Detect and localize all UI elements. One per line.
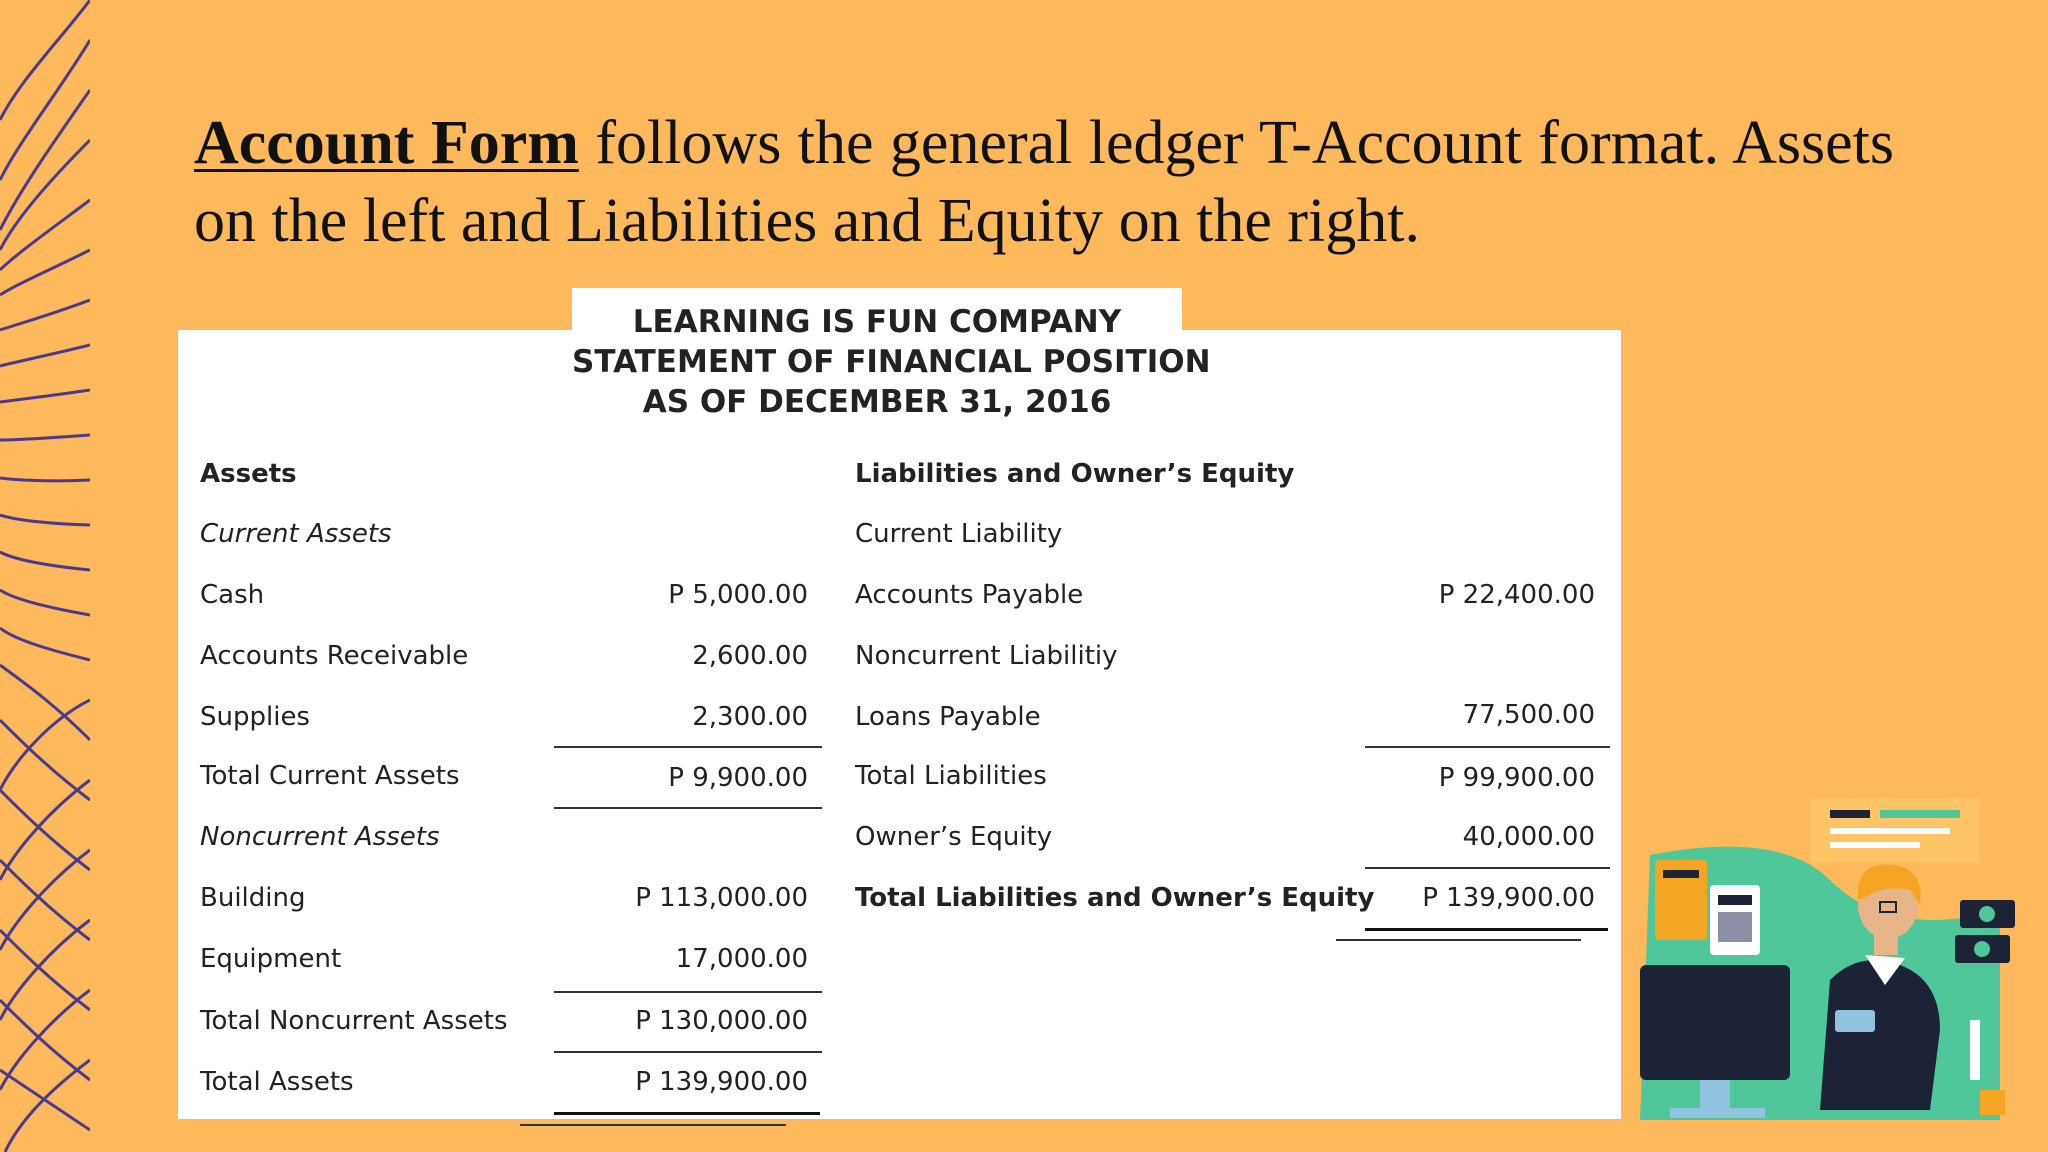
owners-equity-label: Owner’s Equity (855, 822, 1053, 852)
noncurrent-assets-heading: Noncurrent Assets (200, 822, 440, 852)
cash-amount: P 5,000.00 (668, 580, 808, 610)
rule (554, 991, 822, 993)
accounts-payable-label: Accounts Payable (855, 580, 1084, 610)
double-rule (520, 1124, 786, 1126)
rule (554, 746, 822, 748)
total-noncurrent-assets-amount: P 130,000.00 (635, 1006, 808, 1036)
total-assets-amount: P 139,900.00 (635, 1067, 808, 1097)
rule (554, 1051, 822, 1053)
building-amount: P 113,000.00 (635, 883, 808, 913)
supplies-amount: 2,300.00 (692, 702, 808, 732)
company-name: LEARNING IS FUN COMPANY (632, 304, 1122, 340)
total-current-assets-amount: P 9,900.00 (668, 763, 808, 793)
double-rule (1336, 939, 1581, 941)
assets-heading: Assets (200, 459, 297, 489)
rule (554, 807, 822, 809)
receivable-amount: 2,600.00 (692, 641, 808, 671)
owners-equity-amount: 40,000.00 (1462, 822, 1595, 852)
equipment-amount: 17,000.00 (675, 944, 808, 974)
total-current-assets-label: Total Current Assets (200, 761, 460, 791)
slide-description-body: follows the general ledger T-Account format. Assets on the left and Liabilities and Equity on the right. (194, 109, 1894, 255)
total-assets-label: Total Assets (200, 1067, 354, 1097)
grand-total-label: Total Liabilities and Owner’s Equity (855, 883, 1375, 913)
loans-payable-amount: 77,500.00 (1462, 700, 1595, 730)
slide-description (194, 104, 1894, 260)
double-rule (554, 1112, 820, 1115)
total-liabilities-label: Total Liabilities (855, 761, 1047, 791)
total-noncurrent-assets-label: Total Noncurrent Assets (200, 1006, 508, 1036)
double-rule (1365, 928, 1608, 931)
cash-label: Cash (200, 580, 265, 610)
building-label: Building (200, 883, 306, 913)
liabilities-heading: Liabilities and Owner’s Equity (855, 459, 1295, 489)
accountant-illustration (1630, 790, 2030, 1120)
total-liabilities-amount: P 99,900.00 (1438, 763, 1595, 793)
supplies-label: Supplies (200, 702, 310, 732)
loans-payable-label: Loans Payable (855, 702, 1041, 732)
rule (1365, 746, 1610, 748)
account-form-term: Account Form (194, 109, 579, 177)
statement-title: STATEMENT OF FINANCIAL POSITION (572, 344, 1211, 380)
current-liability-heading: Current Liability (855, 519, 1063, 549)
decorative-lines (0, 0, 90, 1152)
statement-header (572, 288, 1211, 428)
accounts-payable-amount: P 22,400.00 (1438, 580, 1595, 610)
noncurrent-liability-heading: Noncurrent Liabilitiy (855, 641, 1118, 671)
grand-total-amount: P 139,900.00 (1422, 883, 1595, 913)
equipment-label: Equipment (200, 944, 342, 974)
rule (1365, 867, 1610, 869)
receivable-label: Accounts Receivable (200, 641, 469, 671)
current-assets-heading: Current Assets (200, 519, 392, 549)
statement-date: AS OF DECEMBER 31, 2016 (642, 384, 1112, 420)
